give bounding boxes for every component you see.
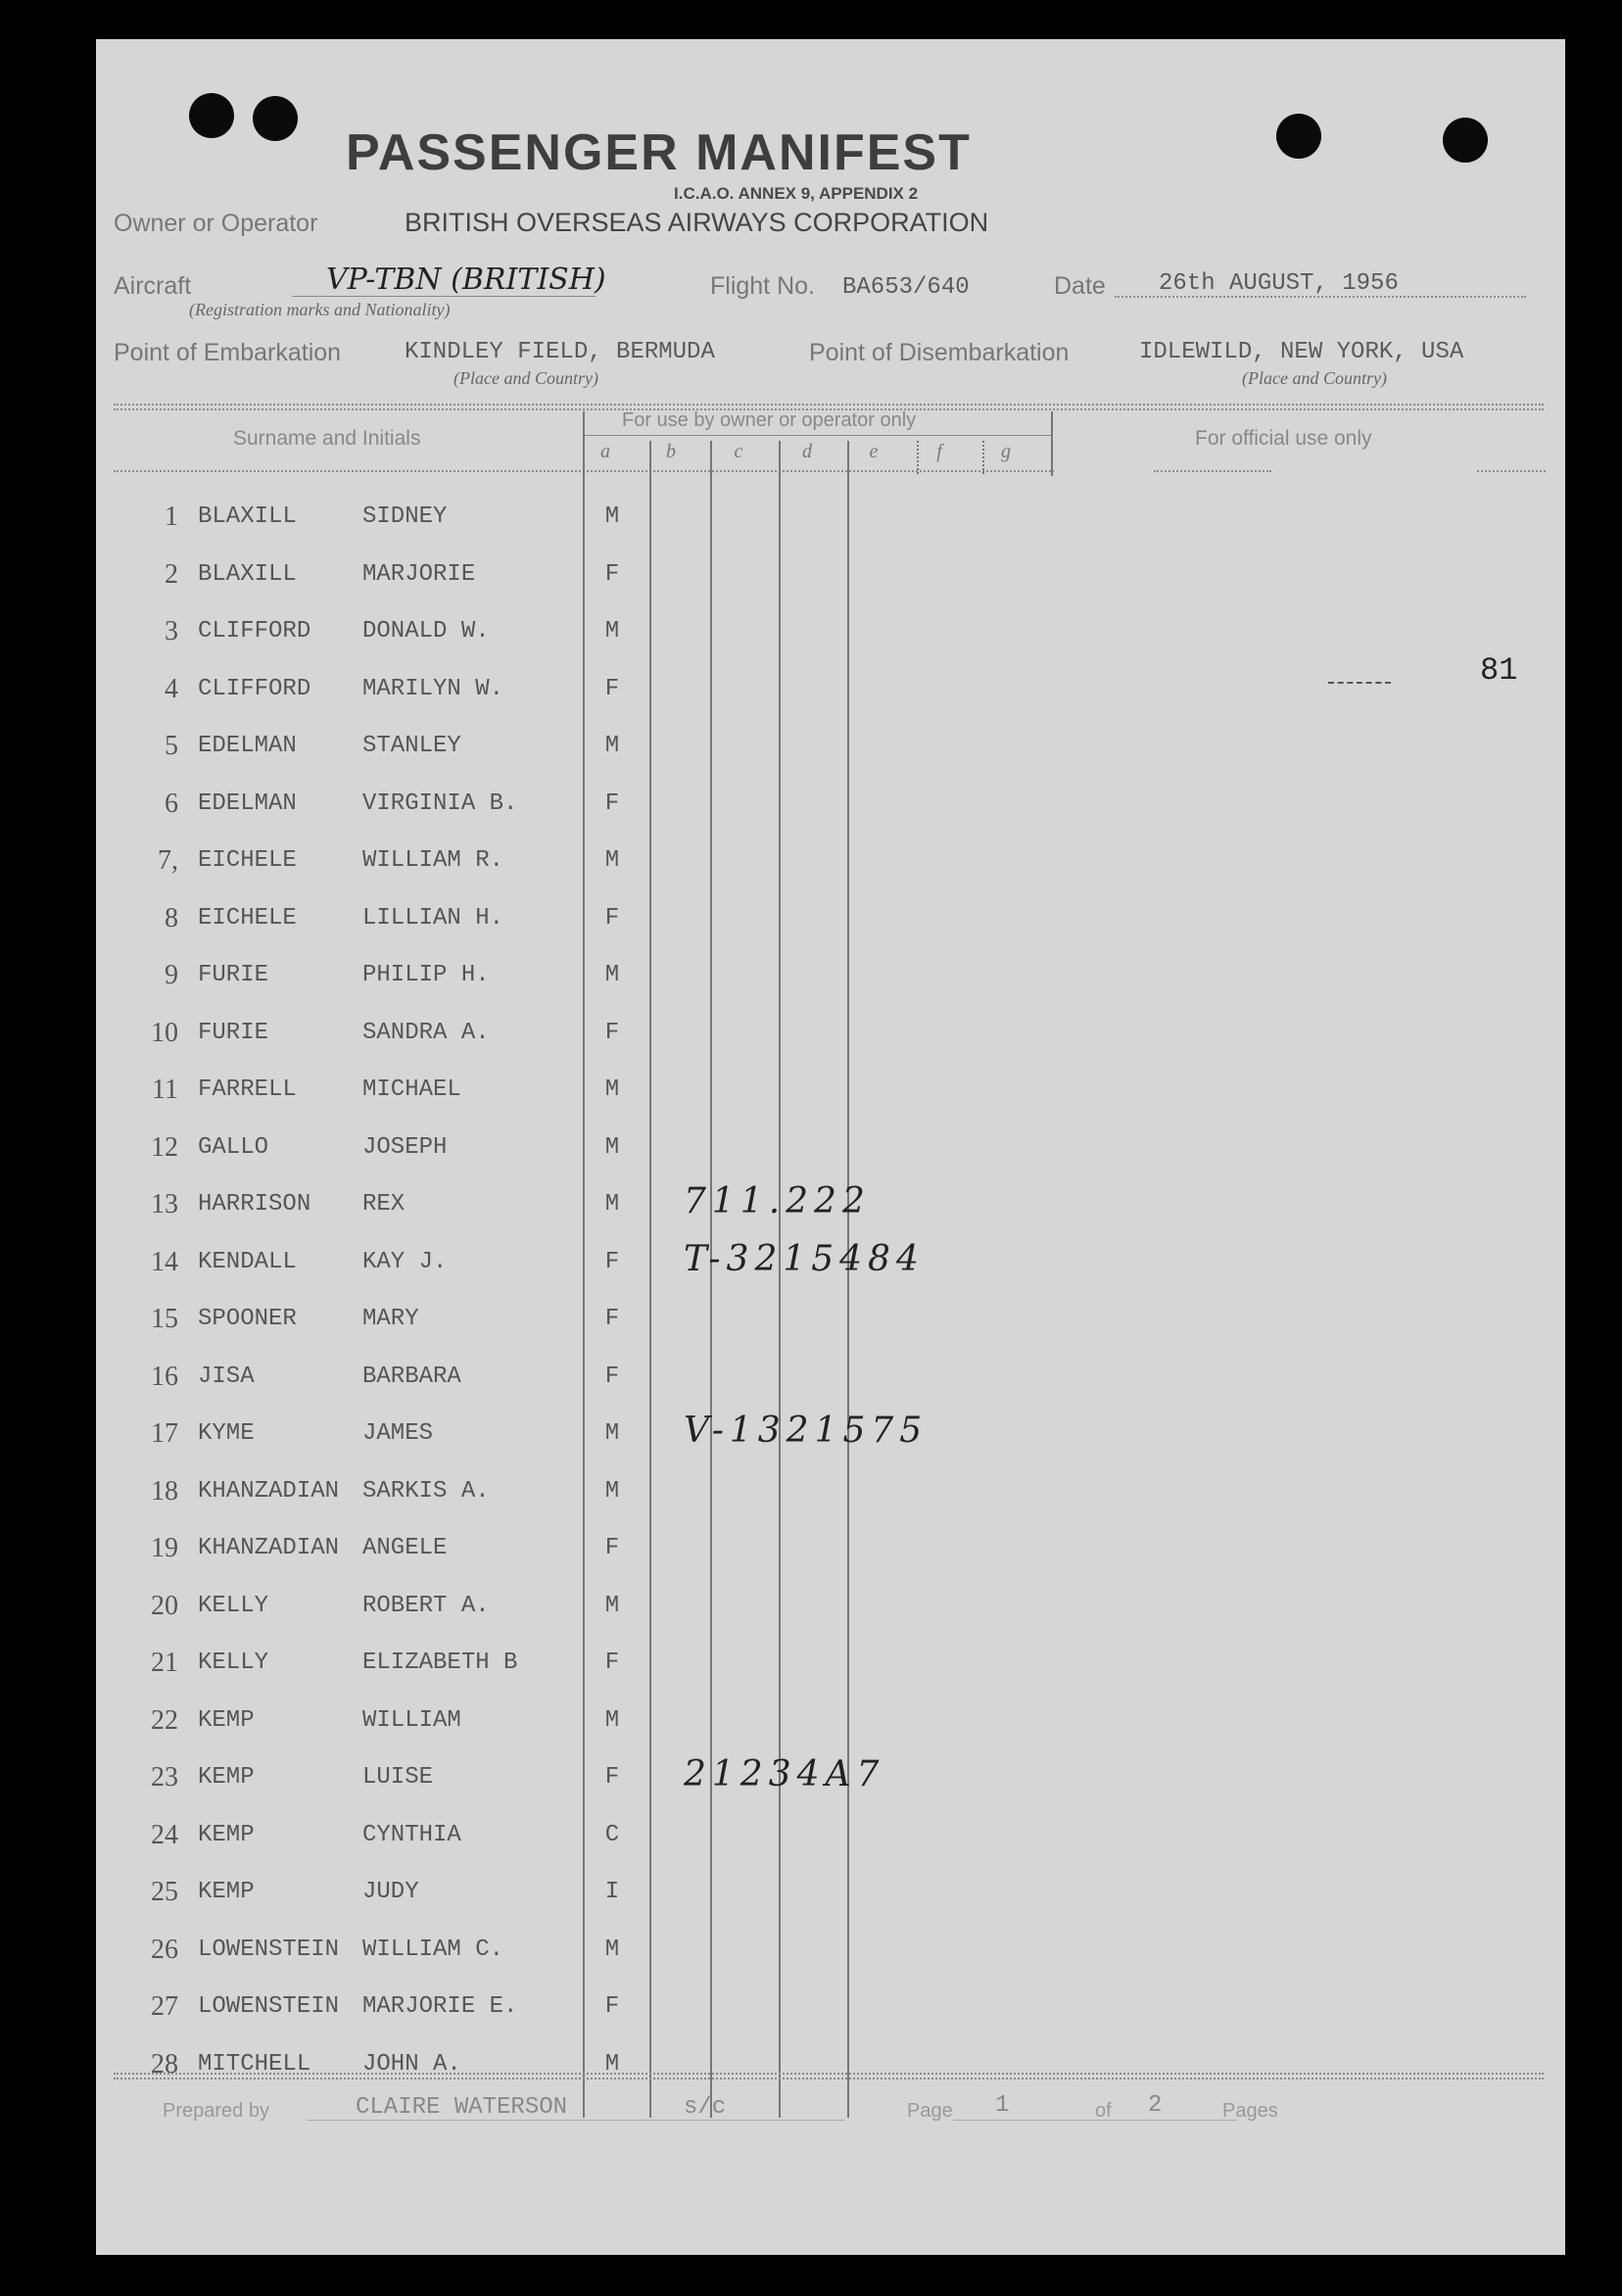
table-row [96,662,1565,719]
disembarkation-label: Point of Disembarkation [809,339,1070,366]
passenger-surname: CLIFFORD [198,675,311,702]
row-number: 26 [151,1934,178,1965]
passenger-given-name: ELIZABETH B [362,1650,518,1676]
passenger-surname: FARRELL [198,1076,297,1103]
passenger-sex: M [604,1936,620,1963]
table-row [96,604,1565,661]
table-row [96,1350,1565,1407]
col-c-header: c [734,441,743,462]
row-number: 21 [151,1648,178,1678]
passenger-sex: M [604,733,620,759]
col-rule-e-f [917,441,919,474]
row-number: 16 [151,1361,178,1392]
passenger-surname: BLAXILL [198,503,297,530]
handwritten-note: V-1321575 [684,1411,929,1451]
passenger-surname: JISA [198,1363,255,1390]
row-number: 10 [151,1017,178,1048]
punch-hole-1 [189,93,234,138]
passenger-surname: KENDALL [198,1248,297,1275]
row-number: 15 [151,1304,178,1334]
row-number: 11 [152,1075,178,1105]
date-label: Date [1054,272,1106,300]
passenger-surname: FURIE [198,1019,269,1046]
passenger-given-name: WILLIAM [362,1706,461,1734]
table-row [96,891,1565,948]
passenger-sex: M [604,618,620,645]
of-value: 2 [1148,2092,1163,2119]
passenger-sex: I [604,1879,620,1905]
passenger-given-name: ANGELE [362,1535,448,1561]
table-row [96,1579,1565,1636]
passenger-surname: EDELMAN [198,789,297,817]
row-number: 22 [151,1704,178,1736]
passenger-sex: F [604,1535,620,1561]
col-g-header: g [1001,441,1011,462]
passenger-surname: KELLY [198,1650,269,1676]
table-row [96,1006,1565,1063]
table-row [96,1407,1565,1463]
table-row [96,1923,1565,1980]
passenger-sex: M [604,847,620,874]
passenger-surname: KYME [198,1420,255,1447]
passenger-surname: LOWENSTEIN [198,1936,340,1963]
table-row [96,1177,1565,1234]
row-number: 3 [165,616,178,646]
passenger-surname: KEMP [198,1821,255,1848]
handwritten-note: T-3215484 [684,1238,925,1279]
passenger-sex: M [604,1133,620,1161]
official-header-bottom-rule-2 [1477,470,1546,472]
passenger-surname: GALLO [198,1133,269,1161]
page-value: 1 [995,2092,1010,2119]
passenger-given-name: KAY J. [362,1248,448,1275]
page-subtitle: I.C.A.O. ANNEX 9, APPENDIX 2 [674,184,919,203]
passenger-sex: M [604,1076,620,1103]
table-row [96,1063,1565,1120]
row-number: 23 [151,1762,178,1793]
passenger-given-name: PHILIP H. [362,962,490,988]
page-title: PASSENGER MANIFEST [346,124,972,181]
passenger-given-name: SIDNEY [362,503,448,530]
passenger-sex: F [604,1764,620,1791]
punch-hole-4 [1443,118,1488,163]
col-e-header: e [869,441,879,462]
passenger-surname: MITCHELL [198,2050,311,2078]
table-row [96,834,1565,890]
aircraft-value: VP-TBN (BRITISH) [326,263,606,297]
passenger-given-name: JOHN A. [362,2050,461,2078]
table-row [96,1121,1565,1177]
date-underline [1115,296,1526,298]
passenger-given-name: WILLIAM C. [362,1936,504,1963]
prepared-label: Prepared by [163,2100,269,2122]
passenger-surname: KEMP [198,1764,255,1791]
col-b-header: b [666,441,676,462]
table-row [96,1292,1565,1349]
passenger-sex: M [604,2050,620,2078]
passenger-given-name: WILLIAM R. [362,847,504,874]
disembarkation-caption: (Place and Country) [1242,368,1387,388]
row-number: 4 [165,673,178,704]
table-bottom-rule [114,2073,1544,2075]
passenger-given-name: SANDRA A. [362,1019,490,1046]
row-number: 8 [165,902,178,933]
passenger-sex: F [604,1248,620,1275]
passenger-sex: F [604,560,620,588]
passenger-given-name: VIRGINIA B. [362,789,518,817]
passenger-sex: F [604,904,620,932]
row-number: 6 [165,788,178,819]
passenger-surname: KELLY [198,1592,269,1619]
name-column-header: Surname and Initials [233,427,421,450]
passenger-given-name: REX [362,1191,406,1218]
table-row [96,948,1565,1005]
handwritten-note: 21234A7 [684,1754,885,1794]
passenger-surname: KHANZADIAN [198,1477,340,1505]
table-row [96,1980,1565,2036]
row-number: 19 [151,1533,178,1563]
embarkation-value: KINDLEY FIELD, BERMUDA [405,339,715,365]
passenger-sex: M [604,1420,620,1447]
passenger-given-name: MARILYN W. [362,675,504,702]
passenger-sex: F [604,675,620,702]
passenger-given-name: SARKIS A. [362,1477,490,1505]
col-f-header: f [936,441,942,462]
passenger-sex: M [604,1706,620,1734]
aircraft-caption: (Registration marks and Nationality) [189,300,451,319]
row-number: 12 [151,1131,178,1163]
flight-label: Flight No. [710,272,815,300]
passenger-sex: M [604,503,620,530]
col-rule-g-right [1051,411,1053,476]
row-number: 1 [165,502,178,532]
owner-use-header-rule [583,435,1051,436]
row-number: 18 [151,1475,178,1507]
table-row [96,490,1565,547]
passenger-given-name: MARJORIE E. [362,1993,518,2020]
row-number: 24 [151,1819,178,1850]
passenger-surname: SPOONER [198,1306,297,1332]
table-row [96,777,1565,834]
row-number: 27 [151,1991,178,2022]
passenger-sex: F [604,1019,620,1046]
table-row [96,719,1565,776]
row-number: 20 [151,1590,178,1621]
owner-use-header: For use by owner or operator only [622,409,917,431]
punch-hole-2 [253,96,298,141]
passenger-surname: LOWENSTEIN [198,1993,340,2020]
passenger-sex: M [604,1477,620,1505]
passenger-sex: M [604,962,620,988]
table-row [96,2037,1565,2094]
col-a-header: a [600,441,610,462]
passenger-given-name: CYNTHIA [362,1821,461,1848]
passenger-surname: KEMP [198,1706,255,1734]
passenger-sex: F [604,1306,620,1332]
flight-value: BA653/640 [842,274,970,301]
passenger-given-name: MARY [362,1306,419,1332]
prepared-suffix: s/c [684,2094,727,2121]
table-row [96,548,1565,604]
table-row [96,1521,1565,1578]
row-number: 5 [165,731,178,761]
punch-hole-3 [1276,114,1321,159]
row-number: 7, [158,845,178,876]
page-label: Page [907,2100,953,2122]
passenger-sex: F [604,1650,620,1676]
official-note: 81 [1480,652,1518,689]
table-row [96,1464,1565,1521]
passenger-given-name: JAMES [362,1420,434,1447]
row-number: 25 [151,1877,178,1907]
passenger-given-name: BARBARA [362,1363,461,1390]
col-d-header: d [802,441,812,462]
official-header-bottom-rule [1154,470,1271,472]
row-number: 9 [165,960,178,990]
passenger-sex: F [604,1993,620,2020]
passenger-given-name: JUDY [362,1879,419,1905]
passenger-given-name: ROBERT A. [362,1592,490,1619]
passenger-surname: EICHELE [198,847,297,874]
passenger-given-name: MICHAEL [362,1076,461,1103]
passenger-surname: EICHELE [198,904,297,932]
passenger-sex: M [604,1592,620,1619]
passenger-sex: F [604,789,620,817]
row-number: 2 [165,558,178,590]
aircraft-label: Aircraft [114,272,192,300]
row-number: 13 [151,1189,178,1220]
passenger-sex: F [604,1363,620,1390]
pages-label: Pages [1222,2100,1278,2122]
passenger-surname: CLIFFORD [198,618,311,645]
passenger-given-name: LILLIAN H. [362,904,504,932]
owner-label: Owner or Operator [114,210,318,237]
passenger-surname: HARRISON [198,1191,311,1218]
of-label: of [1095,2100,1112,2122]
handwritten-note: 711.222 [684,1181,871,1221]
official-use-header: For official use only [1195,427,1372,450]
embarkation-caption: (Place and Country) [453,368,598,388]
passenger-sex: C [604,1821,620,1848]
passenger-given-name: LUISE [362,1764,434,1791]
table-row [96,1750,1565,1807]
passenger-given-name: MARJORIE [362,560,476,588]
table-top-rule [114,404,1544,406]
aircraft-underline [292,296,596,297]
owner-value: BRITISH OVERSEAS AIRWAYS CORPORATION [405,208,989,237]
row-number: 14 [151,1246,178,1277]
page-underline [953,2120,1237,2121]
passenger-surname: BLAXILL [198,560,297,588]
disembarkation-value: IDLEWILD, NEW YORK, USA [1139,339,1464,365]
table-row [96,1235,1565,1292]
table-row [96,1636,1565,1693]
passenger-given-name: STANLEY [362,733,461,759]
passenger-given-name: JOSEPH [362,1133,448,1161]
passenger-surname: KEMP [198,1879,255,1905]
embarkation-label: Point of Embarkation [114,339,342,366]
manifest-paper [96,39,1565,2255]
table-bottom-rule-2 [114,2078,1544,2080]
date-value: 26th AUGUST, 1956 [1159,270,1399,297]
passenger-given-name: DONALD W. [362,618,490,645]
passenger-surname: KHANZADIAN [198,1535,340,1561]
passenger-surname: FURIE [198,962,269,988]
table-row [96,1808,1565,1865]
prepared-underline [307,2120,845,2121]
col-rule-f-g [982,441,984,474]
passenger-sex: M [604,1191,620,1218]
table-row [96,1865,1565,1922]
table-row [96,1694,1565,1750]
prepared-value: CLAIRE WATERSON [356,2094,568,2121]
passenger-surname: EDELMAN [198,733,297,759]
row-number: 17 [151,1418,178,1449]
row-number: 28 [151,2048,178,2080]
